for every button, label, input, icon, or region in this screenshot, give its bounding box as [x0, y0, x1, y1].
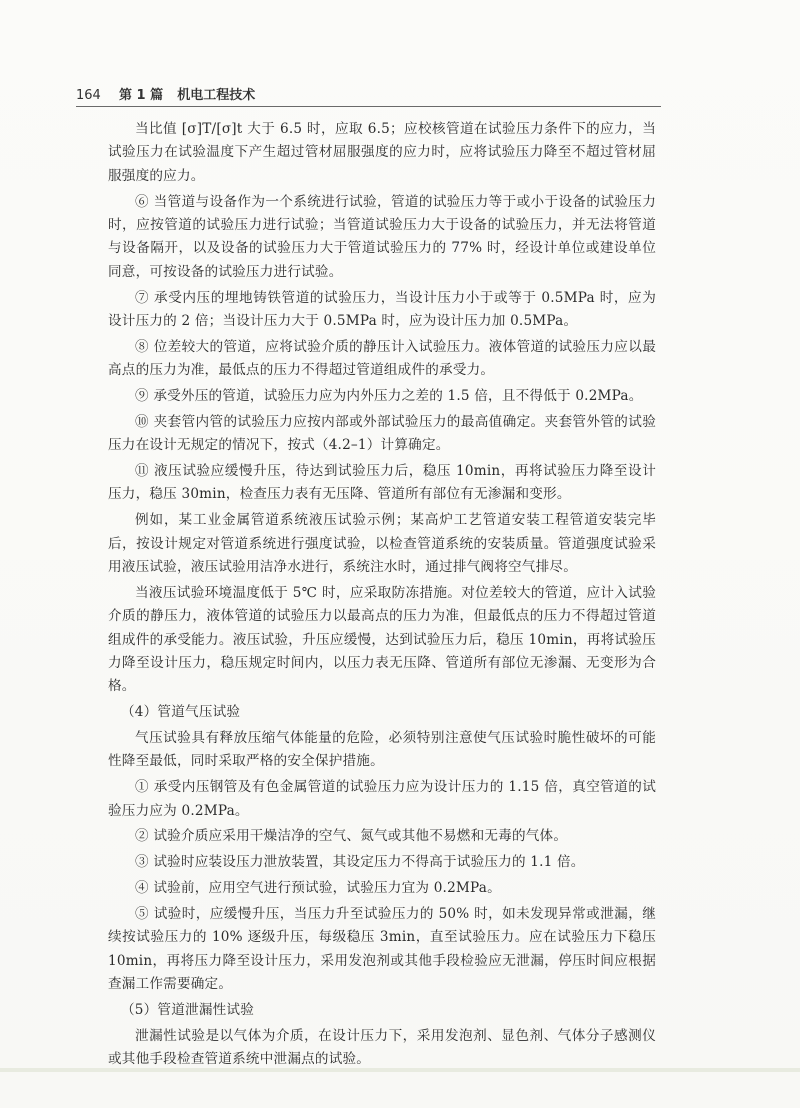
paragraph-item-10: ⑩ 夹套管内管的试验压力应按内部或外部试验压力的最高值确定。夹套管外管的试验压力在设计无规定的情况下，按式（4.2–1）计算确定。 — [108, 413, 656, 454]
paragraph-item-6: ⑥ 当管道与设备作为一个系统进行试验，管道的试验压力等于或小于设备的试验压力时，应按管道的试验压力进行试验；当管道试验压力大于设备的试验压力，并无法将管道与设备隔开，以及设备的试验压力大于管道试验压力的 77% 时，经设计单位或建设单位同意，可按设备的试验压力进行试验。 — [108, 193, 656, 280]
paragraph-pneumatic-intro: 气压试验具有释放压缩气体能量的危险，必须特别注意使气压试验时脆性破坏的可能性降至最低，同时采取严格的安全保护措施。 — [108, 730, 656, 770]
body-text — [108, 118, 656, 1074]
section-heading-leak-test: （5）管道泄漏性试验 — [121, 1001, 254, 1018]
page-bottom-edge — [0, 1068, 800, 1072]
chapter-title: 机电工程技术 — [177, 88, 256, 103]
paragraph-pneumatic-2: ② 试验介质应采用干燥洁净的空气、氮气或其他不易燃和无毒的气体。 — [135, 828, 568, 845]
paragraph-item-7: ⑦ 承受内压的埋地铸铁管道的试验压力，当设计压力小于或等于 0.5MPa 时，应为设计压力的 2 倍；当设计压力大于 0.5MPa 时，应为设计压力加 0.5MPa。 — [108, 289, 656, 330]
paragraph-item-11: ⑪ 液压试验应缓慢升压，待达到试验压力后，稳压 10min，再将试验压力降至设计压力，稳压 30min，检查压力表有无压降、管道所有部位有无渗漏和变形。 — [108, 463, 656, 503]
paragraph-item-8: ⑧ 位差较大的管道，应将试验介质的静压计入试验压力。液体管道的试验压力应以最高点的压力为准，最低点的压力不得超过管道组成件的承受力。 — [108, 338, 656, 379]
part-label: 第 1 篇 — [118, 88, 164, 103]
paragraph-example-detail: 当液压试验环境温度低于 5℃ 时，应采取防冻措施。对位差较大的管道，应计入试验介质的静压力，液体管道的试验压力以最高点的压力为准，但最低点的压力不得超过管道组成件的承受能力。液压试验，升压应缓慢，达到试验压力后，稳压 10min，再将试验压力降至设计压力，稳压规定时间内，以压力表无压降、管道所有部位无渗漏、无变形为合格。 — [108, 584, 656, 695]
paragraph-pneumatic-5: ⑤ 试验时，应缓慢升压，当压力升至试验压力的 50% 时，如未发现异常或泄漏，继续按试验压力的 10% 逐级升压，每级稳压 3min，直至试验压力。应在试验压力下稳压 10min，再将压力降至设计压力，采用发泡剂或其他手段检验应无泄漏，停压时间应根据查漏工作需要确定。 — [108, 905, 656, 993]
paragraph-pneumatic-3: ③ 试验时应装设压力泄放装置，其设定压力不得高于试验压力的 1.1 倍。 — [135, 854, 585, 871]
paragraph-pneumatic-4: ④ 试验前，应用空气进行预试验，试验压力宜为 0.2MPa。 — [135, 880, 501, 897]
section-heading-pneumatic-test: （4）管道气压试验 — [121, 704, 241, 721]
header-divider — [76, 106, 661, 107]
paragraph-leak-intro: 泄漏性试验是以气体为介质，在设计压力下，采用发泡剂、显色剂、气体分子感测仪或其他手段检查管道系统中泄漏点的试验。 — [108, 1027, 656, 1068]
paragraph-item-9: ⑨ 承受外压的管道，试验压力应为内外压力之差的 1.5 倍，且不得低于 0.2MPa。 — [135, 388, 643, 405]
paragraph-example: 例如，某工业金属管道系统液压试验示例；某高炉工艺管道安装工程管道安装完毕后，按设计规定对管道系统进行强度试验，以检查管道系统的安装质量。管道强度试验采用液压试验，液压试验用洁净水进行，系统注水时，通过排气阀将空气排尽。 — [108, 512, 656, 576]
paragraph-stress-ratio: 当比值 [σ]T/[σ]t 大于 6.5 时，应取 6.5；应校核管道在试验压力条件下的应力，当试验压力在试验温度下产生超过管材屈服强度的应力时，应将试验压力降至不超过管材屈服强度的应力。 — [108, 121, 656, 184]
running-header — [76, 84, 661, 106]
page-number: 164 — [76, 88, 101, 103]
paragraph-pneumatic-1: ① 承受内压钢管及有色金属管道的试验压力应为设计压力的 1.15 倍，真空管道的试验压力应为 0.2MPa。 — [108, 779, 656, 819]
